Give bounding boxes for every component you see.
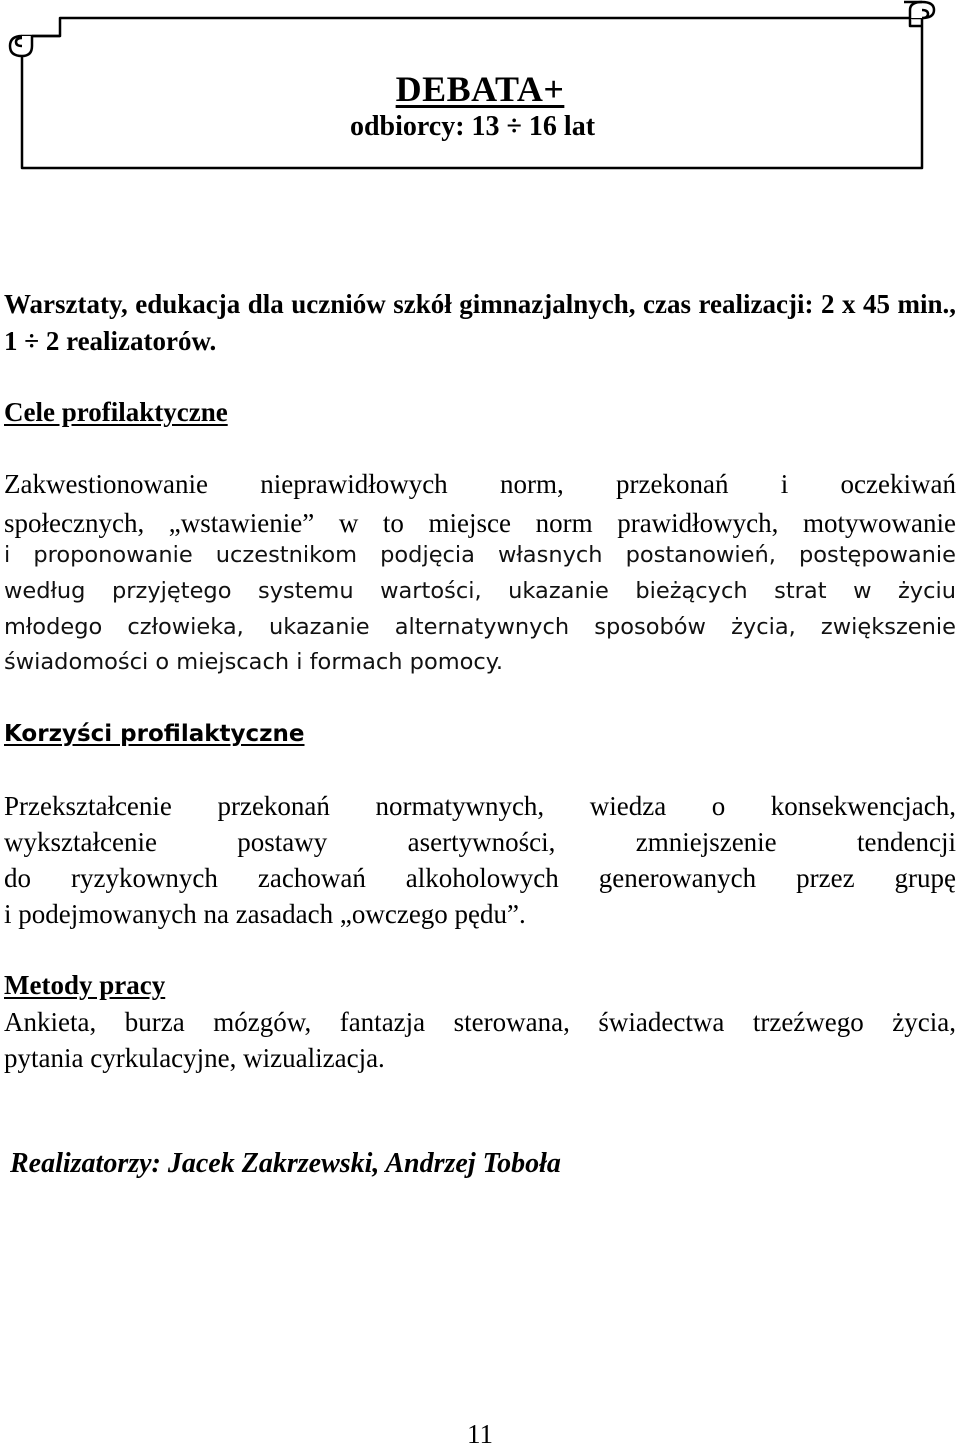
- cele-line-6: świadomości o miejscach i formach pomocy.: [4, 649, 504, 675]
- section-heading-korzysci: Korzyści profilaktyczne: [4, 721, 305, 747]
- metody-line-1: Ankieta, burza mózgów, fantazja sterowana, świadectwa trzeźwego życia,: [4, 1007, 956, 1037]
- page-number: 11: [467, 1419, 493, 1449]
- scroll-banner: [0, 0, 960, 170]
- cele-line-4: według przyjętego systemu wartości, ukazanie bieżących strat w życiu: [4, 578, 956, 604]
- korzysci-line-4: i podejmowanych na zasadach „owczego pędu”.: [4, 899, 526, 929]
- cele-line-3: i proponowanie uczestnikom podjęcia własnych postanowień, postępowanie: [4, 542, 956, 568]
- cele-line-5: młodego człowieka, ukazanie alternatywnych sposobów życia, zwiększenie: [4, 614, 956, 640]
- banner-subtitle: odbiorcy: 13 ÷ 16 lat: [349, 111, 596, 142]
- section-heading-cele: Cele profilaktyczne: [4, 397, 228, 427]
- intro-paragraph: Warsztaty, edukacja dla uczniów szkół gimnazjalnych, czas realizacji: 2 x 45 min., 1 ÷ 2 realizatorów.: [4, 289, 956, 356]
- metody-line-2: pytania cyrkulacyjne, wizualizacja.: [4, 1043, 385, 1073]
- korzysci-line-2: wykształcenie postawy asertywności, zmniejszenie tendencji: [4, 827, 956, 857]
- banner-title: DEBATA+: [395, 69, 565, 109]
- cele-line-2: społecznych, „wstawienie” w to miejsce norm prawidłowych, motywowanie: [4, 508, 956, 538]
- korzysci-line-1: Przekształcenie przekonań normatywnych, wiedza o konsekwencjach,: [4, 791, 956, 821]
- realizatorzy-line: Realizatorzy: Jacek Zakrzewski, Andrzej Toboła: [10, 1148, 561, 1179]
- cele-line-1: Zakwestionowanie nieprawidłowych norm, przekonań i oczekiwań: [4, 469, 956, 499]
- korzysci-line-3: do ryzykownych zachowań alkoholowych generowanych przez grupę: [4, 863, 956, 893]
- section-heading-metody: Metody pracy: [4, 970, 166, 1000]
